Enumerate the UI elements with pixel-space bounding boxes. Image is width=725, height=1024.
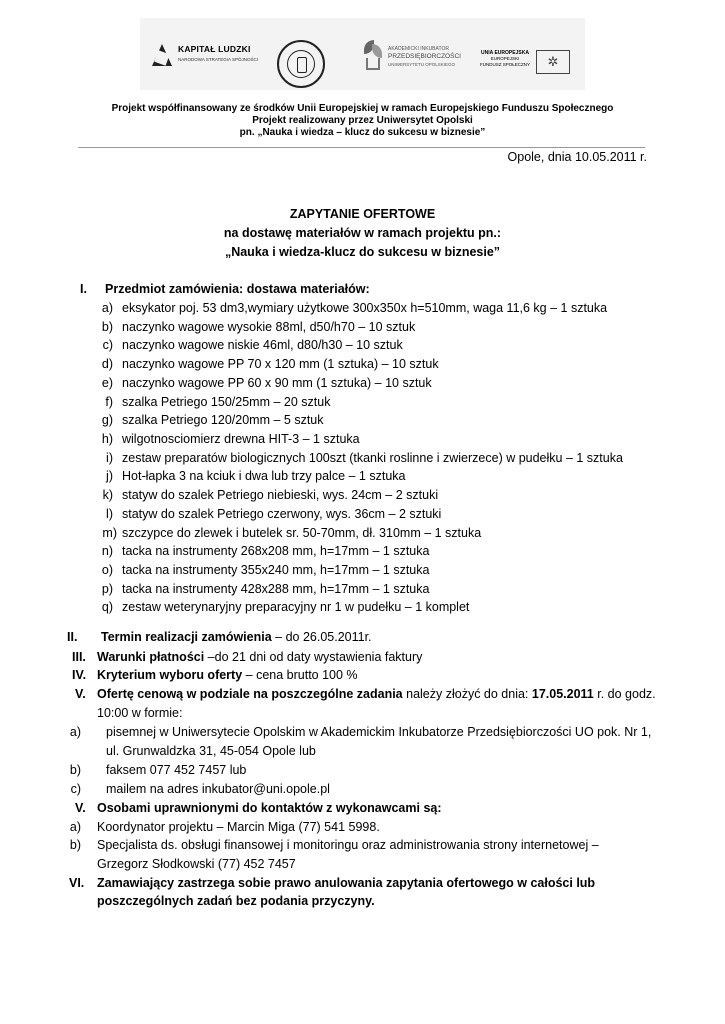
- list-letter: f): [105, 395, 113, 409]
- section-heading: Osobami uprawnionymi do kontaktów z wykonawcami są:: [97, 801, 442, 815]
- list-item: Koordynator projektu – Marcin Miga (77) 541 5998.: [97, 820, 380, 834]
- list-letter: l): [106, 507, 113, 521]
- list-letter: n): [101, 544, 113, 558]
- list-item: tacka na instrumenty 355x240 mm, h=17mm – 1 sztuka: [122, 563, 430, 577]
- eu-line3: FUNDUSZ SPOŁECZNY: [479, 62, 530, 67]
- section-number: II.: [67, 630, 78, 644]
- list-letter: h): [101, 432, 113, 446]
- list-letter: c): [102, 338, 113, 352]
- list-letter: a): [101, 301, 113, 315]
- list-letter: g): [101, 413, 113, 427]
- list-item: eksykator poj. 53 dm3,wymiary użytkowe 300x350x h=510mm, waga 11,6 kg – 1 sztuka: [122, 301, 608, 315]
- section-number: IV.: [72, 668, 87, 682]
- section-text: Ofertę cenową w podziale na poszczególne zadania należy złożyć do dnia: 17.05.2011 r. do godz.: [97, 687, 656, 701]
- title-line1: ZAPYTANIE OFERTOWE: [289, 207, 436, 221]
- section-text-cont: 10:00 w formie:: [97, 706, 183, 720]
- list-item: faksem 077 452 7457 lub: [106, 763, 247, 777]
- list-letter: m): [102, 526, 117, 540]
- list-item: mailem na adres inkubator@uni.opole.pl: [106, 782, 330, 796]
- title-line3: „Nauka i wiedza-klucz do sukcesu w biznesie”: [224, 245, 501, 259]
- inkubator-line1: AKADEMICKI INKUBATOR: [388, 46, 449, 52]
- header-divider: [78, 147, 645, 148]
- section-heading: Przedmiot zamówienia: dostawa materiałów:: [105, 282, 370, 296]
- list-item: statyw do szalek Petriego czerwony, wys. 36cm – 2 sztuki: [122, 507, 442, 521]
- list-item: tacka na instrumenty 428x288 mm, h=17mm – 1 sztuka: [122, 582, 430, 596]
- eu-flag-icon: ✲: [536, 50, 570, 74]
- header-line3: pn. „Nauka i wiedza – klucz do sukcesu w biznesie”: [239, 127, 486, 138]
- list-letter: d): [101, 357, 113, 371]
- project-header: [0, 103, 725, 139]
- kapital-ludzki-title: KAPITAŁ LUDZKI: [178, 44, 251, 54]
- list-item: Specjalista ds. obsługi finansowej i monitoringu oraz administrowania strony internetowej –: [97, 838, 599, 852]
- kapital-ludzki-logo: [152, 42, 262, 76]
- inkubator-line3: UNIWERSYTETU OPOLSKIEGO: [388, 62, 456, 67]
- list-letter: j): [106, 469, 113, 483]
- logo-strip: [140, 18, 585, 90]
- list-item: wilgotnosciomierz drewna HIT-3 – 1 sztuka: [122, 432, 360, 446]
- section-text-cont: poszczególnych zadań bez podania przyczyny.: [97, 894, 375, 908]
- section-text: Termin realizacji zamówienia – do 26.05.2011r.: [101, 630, 372, 644]
- list-letter: i): [106, 451, 113, 465]
- university-seal-icon: [277, 40, 325, 88]
- section-number: VI.: [69, 876, 85, 890]
- list-item: naczynko wagowe wysokie 88ml, d50/h70 – 10 sztuk: [122, 320, 416, 334]
- list-letter: b): [69, 838, 81, 852]
- eu-line2: EUROPEJSKI: [490, 56, 520, 61]
- list-letter: p): [101, 582, 113, 596]
- list-item: naczynko wagowe PP 60 x 90 mm (1 sztuka) – 10 sztuk: [122, 376, 432, 390]
- list-item: szalka Petriego 120/20mm – 5 sztuk: [122, 413, 324, 427]
- eu-line1: UNIA EUROPEJSKA: [481, 50, 529, 56]
- header-line2: Projekt realizowany przez Uniwersytet Opolski: [252, 115, 473, 126]
- list-item: statyw do szalek Petriego niebieski, wys. 24cm – 2 sztuki: [122, 488, 439, 502]
- section-text: Warunki płatności –do 21 dni od daty wystawienia faktury: [97, 650, 423, 664]
- list-letter: e): [101, 376, 113, 390]
- document-date: Opole, dnia 10.05.2011 r.: [507, 150, 647, 164]
- list-item: Hot-łapka 3 na kciuk i dwa lub trzy palce – 1 sztuka: [122, 469, 406, 483]
- list-letter: c): [70, 782, 81, 796]
- section-number: III.: [72, 650, 86, 664]
- list-item: tacka na instrumenty 268x208 mm, h=17mm – 1 sztuka: [122, 544, 430, 558]
- list-item: naczynko wagowe PP 70 x 120 mm (1 sztuka) – 10 sztuk: [122, 357, 439, 371]
- eu-logo: [478, 50, 588, 80]
- list-item: zestaw preparatów biologicznych 100szt (tkanki roslinne i zwierzece) w pudełku – 1 sztuka: [122, 451, 623, 465]
- list-item-cont: ul. Grunwaldzka 31, 45-054 Opole lub: [106, 744, 316, 758]
- list-letter: a): [69, 725, 81, 739]
- list-letter: b): [69, 763, 81, 777]
- inkubator-logo: [362, 34, 462, 84]
- section-number: V.: [75, 687, 86, 701]
- header-line1: Projekt współfinansowany ze środków Unii Europejskiej w ramach Europejskiego Funduszu Społecznego: [111, 103, 614, 114]
- list-letter: k): [102, 488, 113, 502]
- leaf-icon: [362, 38, 384, 72]
- section-text: Zamawiający zastrzega sobie prawo anulowania zapytania ofertowego w całości lub: [97, 876, 596, 890]
- section-number: I.: [80, 282, 87, 296]
- section-number: V.: [75, 801, 86, 815]
- list-item-cont: Grzegorz Słodkowski (77) 452 7457: [97, 857, 296, 871]
- list-item: zestaw weterynaryjny preparacyjny nr 1 w pudełku – 1 komplet: [122, 600, 470, 614]
- list-letter: q): [101, 600, 113, 614]
- list-letter: a): [69, 820, 81, 834]
- list-item: pisemnej w Uniwersytecie Opolskim w Akademickim Inkubatorze Przedsiębiorczości UO pok. Nr 1,: [106, 725, 652, 739]
- section-text: Kryterium wyboru oferty – cena brutto 100 %: [97, 668, 358, 682]
- inkubator-line2: PRZEDSIĘBIORCZOŚCI: [388, 53, 461, 60]
- list-letter: o): [101, 563, 113, 577]
- title-line2: na dostawę materiałów w ramach projektu pn.:: [223, 226, 502, 240]
- list-item: szczypce do zlewek i butelek sr. 50-70mm, dł. 310mm – 1 sztuka: [122, 526, 482, 540]
- list-item: naczynko wagowe niskie 46ml, d80/h30 – 10 sztuk: [122, 338, 403, 352]
- list-item: szalka Petriego 150/25mm – 20 sztuk: [122, 395, 331, 409]
- list-letter: b): [101, 320, 113, 334]
- kapital-ludzki-subtitle: NARODOWA STRATEGIA SPÓJNOŚCI: [178, 57, 259, 62]
